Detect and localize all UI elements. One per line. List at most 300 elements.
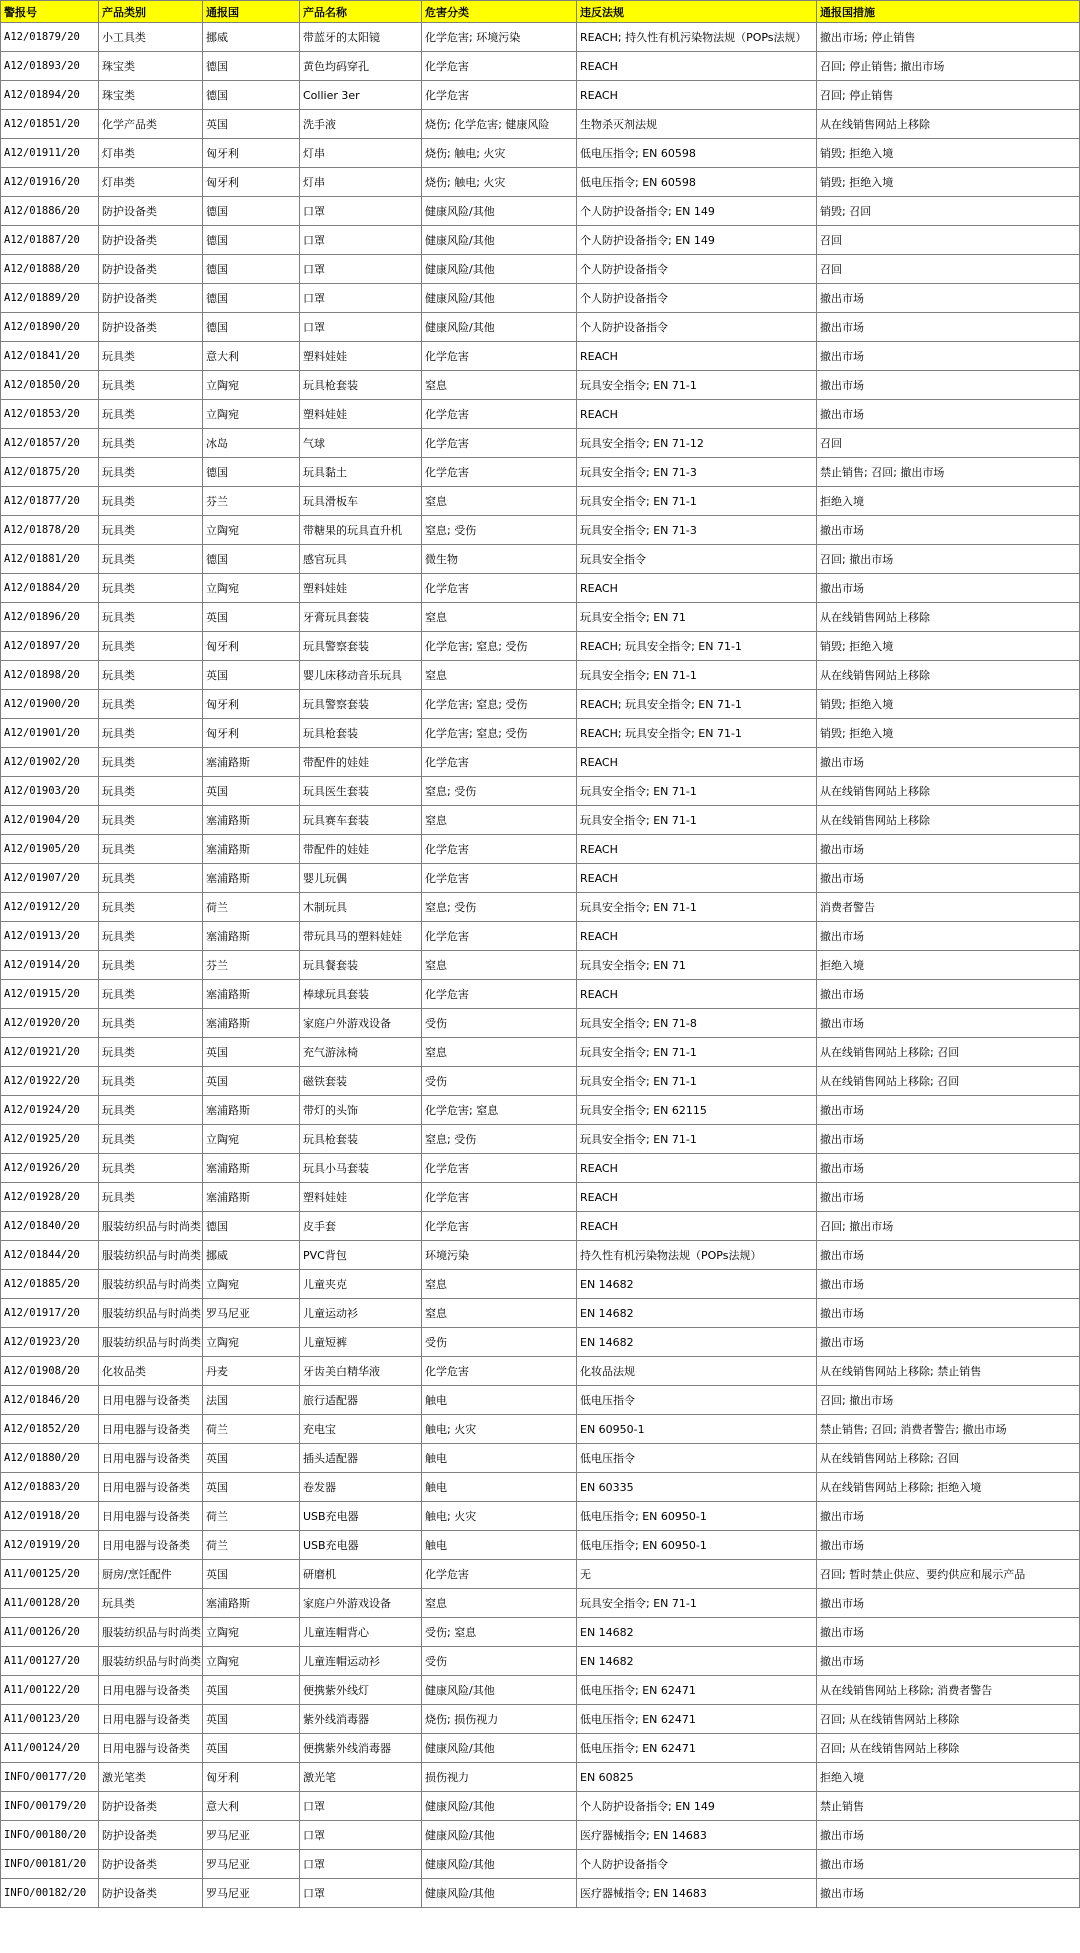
alert-number-cell: A12/01883/20: [1, 1473, 99, 1502]
product-name-cell: 口罩: [300, 1879, 422, 1908]
measures-cell: 召回; 撤出市场: [817, 1212, 1080, 1241]
product-name-cell: 儿童连帽背心: [300, 1618, 422, 1647]
risk-type-cell: 化学危害; 窒息; 受伤: [422, 690, 577, 719]
product-category-cell: 日用电器与设备类: [99, 1705, 203, 1734]
notifying-country-cell: 英国: [203, 777, 300, 806]
regulation-cell: REACH: [577, 1154, 817, 1183]
measures-cell: 撤出市场: [817, 980, 1080, 1009]
regulation-cell: 医疗器械指令; EN 14683: [577, 1821, 817, 1850]
product-category-cell: 防护设备类: [99, 284, 203, 313]
measures-cell: 撤出市场: [817, 1821, 1080, 1850]
alert-number-cell: A12/01889/20: [1, 284, 99, 313]
regulation-cell: 个人防护设备指令; EN 149: [577, 226, 817, 255]
measures-cell: 撤出市场: [817, 1502, 1080, 1531]
notifying-country-cell: 挪威: [203, 23, 300, 52]
regulation-cell: REACH: [577, 1212, 817, 1241]
regulation-cell: REACH: [577, 922, 817, 951]
product-name-cell: 塑料娃娃: [300, 400, 422, 429]
measures-cell: 召回; 撤出市场: [817, 545, 1080, 574]
notifying-country-cell: 英国: [203, 1444, 300, 1473]
measures-cell: 撤出市场: [817, 1618, 1080, 1647]
measures-cell: 召回; 停止销售: [817, 81, 1080, 110]
risk-type-cell: 健康风险/其他: [422, 1792, 577, 1821]
regulation-cell: 玩具安全指令; EN 71-1: [577, 893, 817, 922]
table-row: [1, 1154, 1080, 1183]
product-category-cell: 玩具类: [99, 922, 203, 951]
product-name-cell: 带玩具马的塑料娃娃: [300, 922, 422, 951]
risk-type-cell: 烧伤; 触电; 火灾: [422, 168, 577, 197]
risk-type-cell: 触电: [422, 1473, 577, 1502]
notifying-country-cell: 荷兰: [203, 1502, 300, 1531]
alert-number-cell: A12/01908/20: [1, 1357, 99, 1386]
alert-number-cell: A12/01881/20: [1, 545, 99, 574]
notifying-country-cell: 塞浦路斯: [203, 748, 300, 777]
alert-number-cell: A12/01919/20: [1, 1531, 99, 1560]
product-name-cell: 玩具医生套装: [300, 777, 422, 806]
table-row: [1, 284, 1080, 313]
table-row: [1, 603, 1080, 632]
regulation-cell: REACH; 玩具安全指令; EN 71-1: [577, 719, 817, 748]
risk-type-cell: 化学危害: [422, 1560, 577, 1589]
risk-type-cell: 受伤; 窒息: [422, 1618, 577, 1647]
risk-type-cell: 窒息; 受伤: [422, 516, 577, 545]
measures-cell: 撤出市场: [817, 516, 1080, 545]
risk-type-cell: 窒息: [422, 1038, 577, 1067]
product-name-cell: 塑料娃娃: [300, 1183, 422, 1212]
product-category-cell: 玩具类: [99, 1096, 203, 1125]
alert-number-cell: A12/01841/20: [1, 342, 99, 371]
alert-number-cell: A12/01913/20: [1, 922, 99, 951]
product-category-cell: 日用电器与设备类: [99, 1386, 203, 1415]
alert-number-cell: A11/00126/20: [1, 1618, 99, 1647]
notifying-country-cell: 匈牙利: [203, 168, 300, 197]
regulation-cell: 玩具安全指令; EN 71-1: [577, 371, 817, 400]
table-row: [1, 748, 1080, 777]
table-row: [1, 1821, 1080, 1850]
table-row: [1, 1241, 1080, 1270]
notifying-country-cell: 匈牙利: [203, 1763, 300, 1792]
product-name-cell: 旅行适配器: [300, 1386, 422, 1415]
risk-type-cell: 窒息; 受伤: [422, 893, 577, 922]
product-category-cell: 灯串类: [99, 168, 203, 197]
product-category-cell: 日用电器与设备类: [99, 1502, 203, 1531]
product-category-cell: 玩具类: [99, 748, 203, 777]
product-name-cell: 牙膏玩具套装: [300, 603, 422, 632]
product-category-cell: 玩具类: [99, 661, 203, 690]
risk-type-cell: 健康风险/其他: [422, 284, 577, 313]
table-row: [1, 429, 1080, 458]
product-category-cell: 防护设备类: [99, 255, 203, 284]
notifying-country-cell: 芬兰: [203, 487, 300, 516]
regulation-cell: 低电压指令: [577, 1386, 817, 1415]
regulation-cell: 玩具安全指令; EN 71-12: [577, 429, 817, 458]
product-category-cell: 玩具类: [99, 429, 203, 458]
product-name-cell: 玩具黏土: [300, 458, 422, 487]
notifying-country-cell: 丹麦: [203, 1357, 300, 1386]
notifying-country-cell: 德国: [203, 458, 300, 487]
alert-number-cell: INFO/00177/20: [1, 1763, 99, 1792]
alert-number-cell: A12/01904/20: [1, 806, 99, 835]
notifying-country-cell: 英国: [203, 661, 300, 690]
product-name-cell: Collier 3er: [300, 81, 422, 110]
regulation-cell: 玩具安全指令; EN 71-1: [577, 1125, 817, 1154]
alert-number-cell: A11/00127/20: [1, 1647, 99, 1676]
regulation-cell: 玩具安全指令; EN 71-3: [577, 516, 817, 545]
table-row: [1, 487, 1080, 516]
regulation-cell: 玩具安全指令; EN 71: [577, 603, 817, 632]
alert-number-cell: INFO/00179/20: [1, 1792, 99, 1821]
table-row: [1, 864, 1080, 893]
risk-type-cell: 化学危害: [422, 1154, 577, 1183]
regulation-cell: EN 14682: [577, 1647, 817, 1676]
regulation-cell: 低电压指令; EN 62471: [577, 1676, 817, 1705]
notifying-country-cell: 匈牙利: [203, 139, 300, 168]
table-row: [1, 1415, 1080, 1444]
col-product-category: 产品类别: [99, 1, 203, 23]
risk-type-cell: 健康风险/其他: [422, 1821, 577, 1850]
product-name-cell: 儿童连帽运动衫: [300, 1647, 422, 1676]
risk-type-cell: 窒息; 受伤: [422, 777, 577, 806]
alert-number-cell: INFO/00180/20: [1, 1821, 99, 1850]
table-row: [1, 661, 1080, 690]
risk-type-cell: 健康风险/其他: [422, 1850, 577, 1879]
notifying-country-cell: 立陶宛: [203, 400, 300, 429]
alert-number-cell: A12/01893/20: [1, 52, 99, 81]
product-category-cell: 玩具类: [99, 806, 203, 835]
measures-cell: 撤出市场: [817, 574, 1080, 603]
alert-number-cell: A12/01894/20: [1, 81, 99, 110]
product-name-cell: 插头适配器: [300, 1444, 422, 1473]
risk-type-cell: 健康风险/其他: [422, 1879, 577, 1908]
notifying-country-cell: 塞浦路斯: [203, 835, 300, 864]
product-name-cell: 带糖果的玩具直升机: [300, 516, 422, 545]
notifying-country-cell: 芬兰: [203, 951, 300, 980]
alert-number-cell: A12/01886/20: [1, 197, 99, 226]
regulation-cell: 低电压指令: [577, 1444, 817, 1473]
product-name-cell: 儿童短裤: [300, 1328, 422, 1357]
measures-cell: 撤出市场: [817, 864, 1080, 893]
table-row: [1, 1763, 1080, 1792]
product-name-cell: 激光笔: [300, 1763, 422, 1792]
alert-number-cell: A12/01880/20: [1, 1444, 99, 1473]
table-row: [1, 1125, 1080, 1154]
notifying-country-cell: 德国: [203, 255, 300, 284]
product-name-cell: PVC背包: [300, 1241, 422, 1270]
regulation-cell: 低电压指令; EN 60950-1: [577, 1502, 817, 1531]
risk-type-cell: 化学危害: [422, 574, 577, 603]
table-row: [1, 1444, 1080, 1473]
regulation-cell: EN 60825: [577, 1763, 817, 1792]
table-row: [1, 81, 1080, 110]
col-notifying-country: 通报国: [203, 1, 300, 23]
risk-type-cell: 健康风险/其他: [422, 226, 577, 255]
measures-cell: 撤出市场: [817, 1125, 1080, 1154]
risk-type-cell: 健康风险/其他: [422, 255, 577, 284]
table-row: [1, 226, 1080, 255]
notifying-country-cell: 立陶宛: [203, 1618, 300, 1647]
measures-cell: 从在线销售网站上移除: [817, 777, 1080, 806]
risk-type-cell: 化学危害: [422, 922, 577, 951]
measures-cell: 销毁; 拒绝入境: [817, 632, 1080, 661]
alert-number-cell: A12/01916/20: [1, 168, 99, 197]
table-row: [1, 1589, 1080, 1618]
table-row: [1, 1879, 1080, 1908]
regulation-cell: REACH: [577, 574, 817, 603]
alert-number-cell: A12/01925/20: [1, 1125, 99, 1154]
product-category-cell: 激光笔类: [99, 1763, 203, 1792]
notifying-country-cell: 塞浦路斯: [203, 1183, 300, 1212]
notifying-country-cell: 德国: [203, 313, 300, 342]
risk-type-cell: 健康风险/其他: [422, 1676, 577, 1705]
risk-type-cell: 化学危害: [422, 458, 577, 487]
product-category-cell: 玩具类: [99, 690, 203, 719]
notifying-country-cell: 冰岛: [203, 429, 300, 458]
product-name-cell: 塑料娃娃: [300, 574, 422, 603]
risk-type-cell: 窒息: [422, 951, 577, 980]
measures-cell: 禁止销售: [817, 1792, 1080, 1821]
table-row: [1, 1531, 1080, 1560]
product-category-cell: 防护设备类: [99, 226, 203, 255]
product-name-cell: 玩具枪套装: [300, 371, 422, 400]
measures-cell: 撤出市场; 停止销售: [817, 23, 1080, 52]
measures-cell: 销毁; 拒绝入境: [817, 168, 1080, 197]
notifying-country-cell: 英国: [203, 110, 300, 139]
product-category-cell: 服装纺织品与时尚类: [99, 1328, 203, 1357]
measures-cell: 销毁; 拒绝入境: [817, 719, 1080, 748]
notifying-country-cell: 英国: [203, 1473, 300, 1502]
table-row: [1, 1676, 1080, 1705]
product-name-cell: 紫外线消毒器: [300, 1705, 422, 1734]
product-name-cell: 口罩: [300, 255, 422, 284]
regulation-cell: REACH: [577, 1183, 817, 1212]
notifying-country-cell: 德国: [203, 52, 300, 81]
product-name-cell: 玩具警察套装: [300, 690, 422, 719]
product-name-cell: 口罩: [300, 197, 422, 226]
measures-cell: 召回; 撤出市场: [817, 1386, 1080, 1415]
product-category-cell: 服装纺织品与时尚类: [99, 1618, 203, 1647]
risk-type-cell: 健康风险/其他: [422, 197, 577, 226]
product-category-cell: 厨房/烹饪配件: [99, 1560, 203, 1589]
table-row: [1, 719, 1080, 748]
table-row: [1, 1618, 1080, 1647]
table-row: [1, 1009, 1080, 1038]
measures-cell: 撤出市场: [817, 1879, 1080, 1908]
product-category-cell: 玩具类: [99, 980, 203, 1009]
notifying-country-cell: 立陶宛: [203, 516, 300, 545]
notifying-country-cell: 荷兰: [203, 1415, 300, 1444]
table-row: [1, 1850, 1080, 1879]
alert-number-cell: A12/01853/20: [1, 400, 99, 429]
regulation-cell: 个人防护设备指令: [577, 284, 817, 313]
product-name-cell: USB充电器: [300, 1502, 422, 1531]
table-row: [1, 922, 1080, 951]
regulation-cell: 玩具安全指令: [577, 545, 817, 574]
risk-type-cell: 健康风险/其他: [422, 1734, 577, 1763]
col-regulation: 违反法规: [577, 1, 817, 23]
table-row: [1, 835, 1080, 864]
measures-cell: 撤出市场: [817, 400, 1080, 429]
risk-type-cell: 触电: [422, 1444, 577, 1473]
alert-number-cell: A12/01885/20: [1, 1270, 99, 1299]
notifying-country-cell: 意大利: [203, 342, 300, 371]
table-row: [1, 1096, 1080, 1125]
table-row: [1, 1067, 1080, 1096]
measures-cell: 销毁; 拒绝入境: [817, 139, 1080, 168]
regulation-cell: REACH; 玩具安全指令; EN 71-1: [577, 690, 817, 719]
risk-type-cell: 受伤: [422, 1328, 577, 1357]
product-name-cell: 黄色均码穿孔: [300, 52, 422, 81]
alert-number-cell: A12/01875/20: [1, 458, 99, 487]
notifying-country-cell: 德国: [203, 81, 300, 110]
product-name-cell: 口罩: [300, 1850, 422, 1879]
regulation-cell: EN 14682: [577, 1270, 817, 1299]
product-category-cell: 防护设备类: [99, 1792, 203, 1821]
notifying-country-cell: 塞浦路斯: [203, 922, 300, 951]
regulation-cell: 持久性有机污染物法规（POPs法规）: [577, 1241, 817, 1270]
header-row: [1, 1, 1080, 23]
product-name-cell: 塑料娃娃: [300, 342, 422, 371]
notifying-country-cell: 塞浦路斯: [203, 864, 300, 893]
col-measures: 通报国措施: [817, 1, 1080, 23]
table-row: [1, 1473, 1080, 1502]
table-row: [1, 1038, 1080, 1067]
regulation-cell: 低电压指令; EN 62471: [577, 1734, 817, 1763]
alert-number-cell: A12/01896/20: [1, 603, 99, 632]
regulation-cell: EN 60335: [577, 1473, 817, 1502]
product-name-cell: 感官玩具: [300, 545, 422, 574]
risk-type-cell: 化学危害: [422, 52, 577, 81]
risk-type-cell: 窒息: [422, 661, 577, 690]
risk-type-cell: 化学危害: [422, 1212, 577, 1241]
product-category-cell: 玩具类: [99, 371, 203, 400]
regulation-cell: REACH: [577, 81, 817, 110]
table-row: [1, 1502, 1080, 1531]
table-row: [1, 1560, 1080, 1589]
product-category-cell: 玩具类: [99, 574, 203, 603]
table-header: [1, 1, 1080, 23]
alert-number-cell: A12/01900/20: [1, 690, 99, 719]
table-row: [1, 313, 1080, 342]
measures-cell: 撤出市场: [817, 284, 1080, 313]
alert-number-cell: A12/01905/20: [1, 835, 99, 864]
product-name-cell: 带配件的娃娃: [300, 835, 422, 864]
measures-cell: 拒绝入境: [817, 1763, 1080, 1792]
product-category-cell: 日用电器与设备类: [99, 1473, 203, 1502]
measures-cell: 从在线销售网站上移除: [817, 603, 1080, 632]
product-category-cell: 玩具类: [99, 458, 203, 487]
regulation-cell: 玩具安全指令; EN 62115: [577, 1096, 817, 1125]
product-category-cell: 珠宝类: [99, 52, 203, 81]
measures-cell: 撤出市场: [817, 1531, 1080, 1560]
notifying-country-cell: 德国: [203, 197, 300, 226]
product-name-cell: 玩具警察套装: [300, 632, 422, 661]
product-name-cell: 玩具枪套装: [300, 719, 422, 748]
product-category-cell: 玩具类: [99, 893, 203, 922]
table-row: [1, 980, 1080, 1009]
risk-type-cell: 损伤视力: [422, 1763, 577, 1792]
notifying-country-cell: 塞浦路斯: [203, 1589, 300, 1618]
table-row: [1, 574, 1080, 603]
measures-cell: 召回; 停止销售; 撤出市场: [817, 52, 1080, 81]
risk-type-cell: 触电: [422, 1531, 577, 1560]
measures-cell: 撤出市场: [817, 922, 1080, 951]
table-row: [1, 458, 1080, 487]
product-name-cell: 家庭户外游戏设备: [300, 1009, 422, 1038]
alert-number-cell: A12/01920/20: [1, 1009, 99, 1038]
table-row: [1, 168, 1080, 197]
table-body: [1, 23, 1080, 1908]
product-category-cell: 玩具类: [99, 1154, 203, 1183]
product-category-cell: 小工具类: [99, 23, 203, 52]
alert-number-cell: A12/01921/20: [1, 1038, 99, 1067]
product-name-cell: 便携紫外线消毒器: [300, 1734, 422, 1763]
notifying-country-cell: 立陶宛: [203, 574, 300, 603]
table-row: [1, 23, 1080, 52]
regulation-cell: 玩具安全指令; EN 71-1: [577, 1589, 817, 1618]
regulation-cell: 医疗器械指令; EN 14683: [577, 1879, 817, 1908]
product-name-cell: 带配件的娃娃: [300, 748, 422, 777]
regulation-cell: 玩具安全指令; EN 71-1: [577, 487, 817, 516]
notifying-country-cell: 英国: [203, 1676, 300, 1705]
risk-type-cell: 触电; 火灾: [422, 1415, 577, 1444]
table-row: [1, 1183, 1080, 1212]
risk-type-cell: 健康风险/其他: [422, 313, 577, 342]
table-row: [1, 516, 1080, 545]
measures-cell: 撤出市场: [817, 1009, 1080, 1038]
alert-number-cell: A12/01887/20: [1, 226, 99, 255]
table-row: [1, 1705, 1080, 1734]
product-category-cell: 服装纺织品与时尚类: [99, 1241, 203, 1270]
measures-cell: 从在线销售网站上移除: [817, 110, 1080, 139]
table-row: [1, 777, 1080, 806]
measures-cell: 从在线销售网站上移除; 召回: [817, 1067, 1080, 1096]
regulation-cell: 个人防护设备指令; EN 149: [577, 1792, 817, 1821]
product-name-cell: 带蓝牙的太阳镜: [300, 23, 422, 52]
table-row: [1, 1734, 1080, 1763]
regulation-cell: 低电压指令; EN 60950-1: [577, 1531, 817, 1560]
regulation-cell: 个人防护设备指令: [577, 255, 817, 284]
regulation-cell: EN 14682: [577, 1299, 817, 1328]
product-category-cell: 玩具类: [99, 1009, 203, 1038]
risk-type-cell: 窒息: [422, 603, 577, 632]
table-row: [1, 342, 1080, 371]
notifying-country-cell: 塞浦路斯: [203, 1154, 300, 1183]
alert-number-cell: A12/01898/20: [1, 661, 99, 690]
risk-type-cell: 触电; 火灾: [422, 1502, 577, 1531]
alert-number-cell: A12/01923/20: [1, 1328, 99, 1357]
table-row: [1, 139, 1080, 168]
regulation-cell: 个人防护设备指令; EN 149: [577, 197, 817, 226]
alert-number-cell: A11/00122/20: [1, 1676, 99, 1705]
product-category-cell: 灯串类: [99, 139, 203, 168]
notifying-country-cell: 立陶宛: [203, 371, 300, 400]
product-name-cell: 研磨机: [300, 1560, 422, 1589]
product-category-cell: 玩具类: [99, 1589, 203, 1618]
regulation-cell: 玩具安全指令; EN 71-3: [577, 458, 817, 487]
table-row: [1, 1647, 1080, 1676]
alert-number-cell: A12/01840/20: [1, 1212, 99, 1241]
product-category-cell: 玩具类: [99, 603, 203, 632]
alert-number-cell: A12/01902/20: [1, 748, 99, 777]
regulation-cell: REACH: [577, 342, 817, 371]
table-row: [1, 951, 1080, 980]
risk-type-cell: 触电: [422, 1386, 577, 1415]
regulation-cell: 生物杀灭剂法规: [577, 110, 817, 139]
risk-type-cell: 受伤: [422, 1067, 577, 1096]
product-category-cell: 防护设备类: [99, 1879, 203, 1908]
notifying-country-cell: 匈牙利: [203, 632, 300, 661]
notifying-country-cell: 荷兰: [203, 893, 300, 922]
